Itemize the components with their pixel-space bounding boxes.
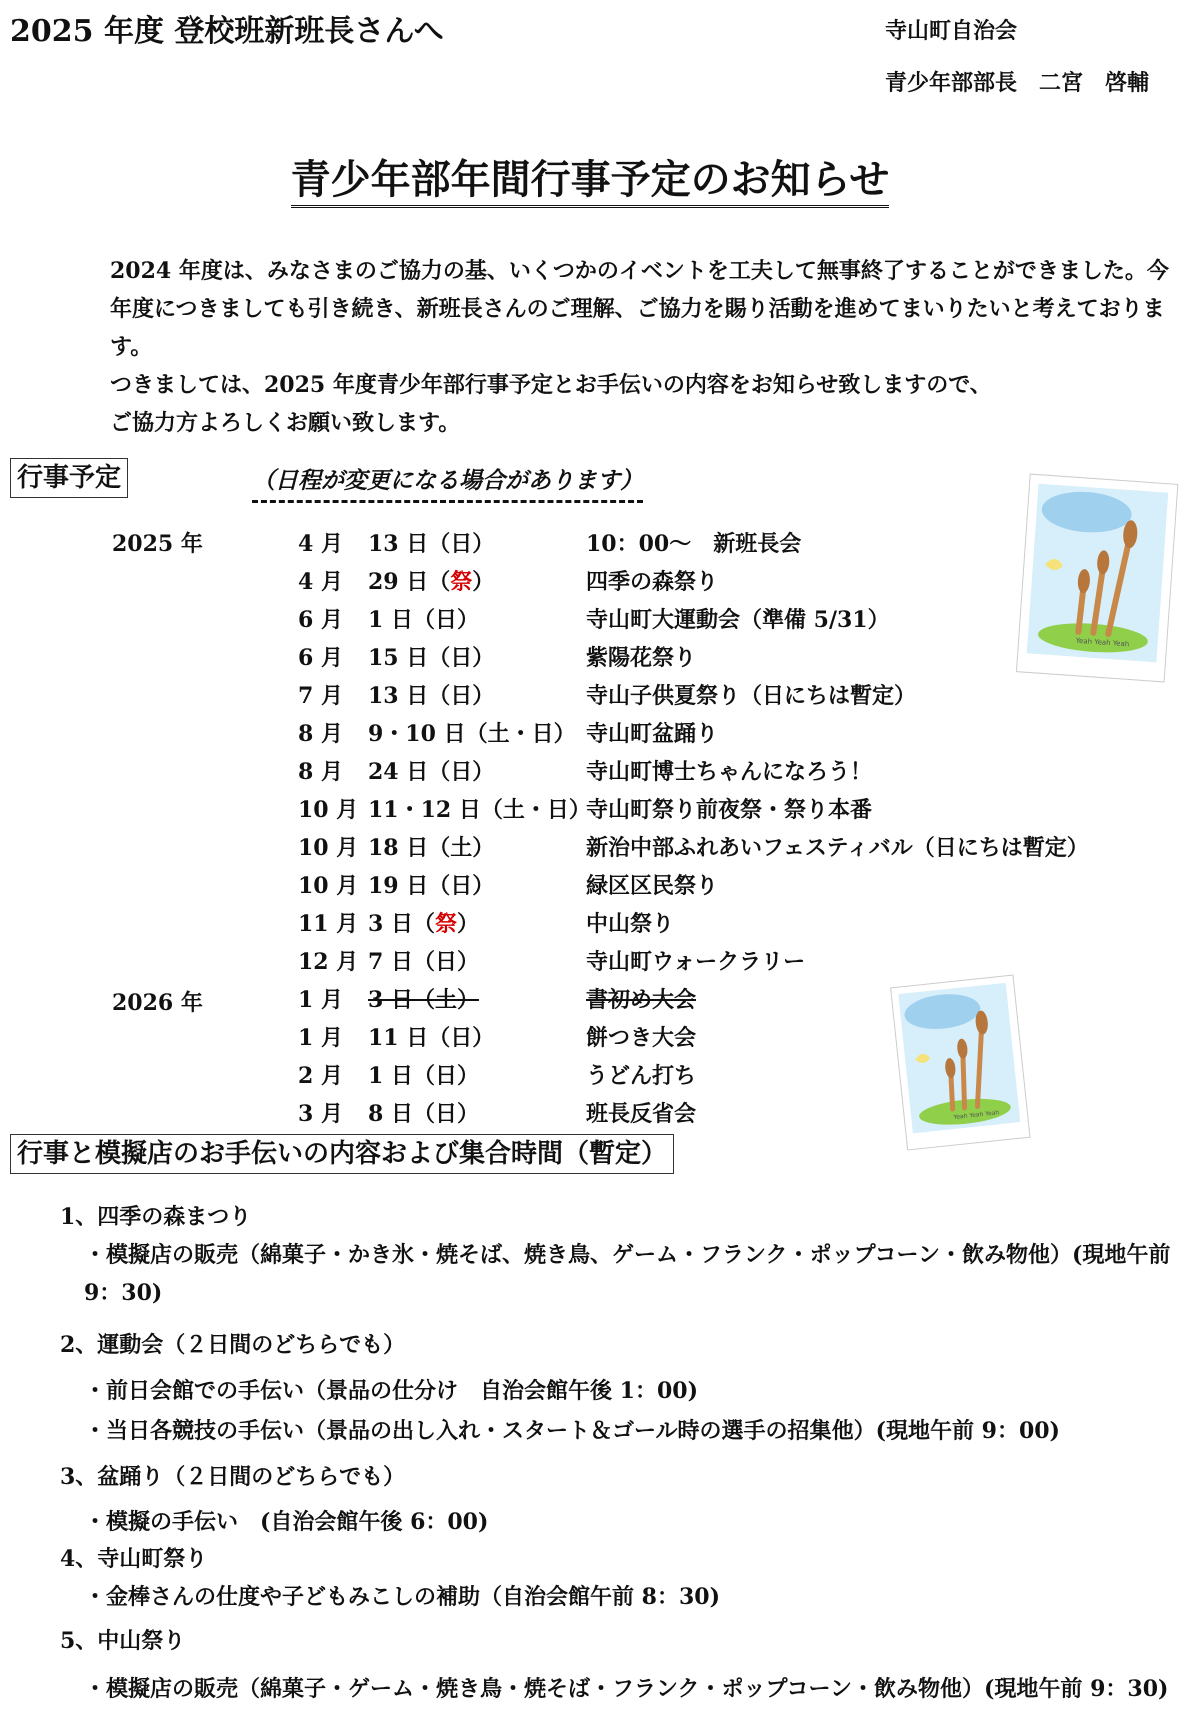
schedule-month: 10 月 <box>298 797 359 823</box>
schedule-weekday-close: ） <box>472 1025 495 1051</box>
schedule-event-8: 寺山町祭り前夜祭・祭り本番 <box>586 797 873 823</box>
schedule-weekday-close: ） <box>472 683 495 709</box>
schedule-month: 1 月 <box>298 987 343 1013</box>
duty-detail-2-2: ・当日各競技の手伝い（景品の出し入れ・スタート＆ゴール時の選手の招集他）(現地午前 9：00) <box>84 1418 1060 1444</box>
schedule-day: 1 日（ <box>368 607 435 633</box>
organization-name: 寺山町自治会 <box>885 18 1018 44</box>
schedule-weekday: 日 <box>434 607 457 633</box>
schedule-weekday-close: ） <box>472 835 495 861</box>
schedule-heading: 行事予定 <box>10 458 128 498</box>
schedule-weekday: 日 <box>434 1063 457 1089</box>
schedule-date-4 <box>298 641 494 672</box>
duty-detail-5-1: ・模擬店の販売（綿菓子・ゲーム・焼き鳥・焼そば・フランク・ポップコーン・飲み物他）(現地午前 9：30) <box>84 1676 1169 1702</box>
horsetail-illustration-top <box>1015 473 1179 683</box>
intro-line-1: 2024 年度は、みなさまのご協力の基、いくつかのイベントを工夫して無事終了することができました。今年度につきましても引き続き、新班長さんのご理解、ご協力を賜り活動を進めてまいりたいと考えております。 <box>110 258 1169 360</box>
schedule-event-11: 中山祭り <box>586 911 675 937</box>
schedule-date-2 <box>298 565 494 596</box>
schedule-weekday-close: ） <box>456 607 479 633</box>
schedule-month: 11 月 <box>298 911 359 937</box>
schedule-weekday-close: ） <box>553 721 576 747</box>
schedule-day: 8 日（ <box>368 1101 435 1127</box>
schedule-month: 8 月 <box>298 759 343 785</box>
schedule-date-5 <box>298 679 494 710</box>
schedule-day: 11・12 日（ <box>368 797 503 823</box>
schedule-event-12: 寺山町ウォークラリー <box>586 949 806 975</box>
schedule-event-7: 寺山町博士ちゃんになろう！ <box>586 759 873 785</box>
schedule-day: 19 日（ <box>368 873 451 899</box>
schedule-month: 4 月 <box>298 569 343 595</box>
main-title <box>0 148 1180 205</box>
schedule-month: 3 月 <box>298 1101 343 1127</box>
schedule-event-9: 新治中部ふれあいフェスティバル（日にちは暫定） <box>586 835 1089 861</box>
schedule-event-2: 四季の森祭り <box>586 569 719 595</box>
intro-paragraph <box>110 252 1190 442</box>
schedule-weekday-close: ） <box>472 531 495 557</box>
duties-heading: 行事と模擬店のお手伝いの内容および集合時間（暫定） <box>10 1134 674 1174</box>
schedule-day: 9・10 日（ <box>368 721 488 747</box>
schedule-date-3 <box>298 603 479 634</box>
schedule-day: 13 日（ <box>368 683 451 709</box>
duty-detail-4-1: ・金棒さんの仕度や子どもみこしの補助（自治会館午前 8：30) <box>84 1584 720 1610</box>
schedule-event-4: 紫陽花祭り <box>586 645 697 671</box>
duty-title-1: 1、四季の森まつり <box>60 1204 252 1230</box>
schedule-event-1: 10：00～ 新班長会 <box>586 531 802 557</box>
horsetail-card-top <box>1015 473 1179 687</box>
horsetail-illustration-bottom <box>890 974 1032 1151</box>
schedule-weekday-close: ） <box>456 911 479 937</box>
intro-line-3: ご協力方よろしくお願い致します。 <box>110 410 461 436</box>
schedule-month: 10 月 <box>298 835 359 861</box>
schedule-date-13 <box>298 983 479 1014</box>
schedule-event-16: 班長反省会 <box>586 1101 697 1127</box>
duty-detail-1-1: ・模擬店の販売（綿菓子・かき氷・焼そば、焼き鳥、ゲーム・フランク・ポップコーン・飲み物他）(現地午前 9：30) <box>84 1242 1171 1306</box>
schedule-day: 1 日（ <box>368 1063 435 1089</box>
main-title-text: 青少年部年間行事予定のお知らせ <box>291 156 890 208</box>
year-label-2026: 2026 年 <box>112 990 203 1016</box>
schedule-date-12 <box>298 945 479 976</box>
schedule-month: 6 月 <box>298 607 343 633</box>
schedule-date-14 <box>298 1021 494 1052</box>
schedule-weekday-close: ） <box>456 1063 479 1089</box>
schedule-weekday-close: ） <box>472 645 495 671</box>
schedule-note <box>252 462 643 495</box>
schedule-month: 12 月 <box>298 949 359 975</box>
schedule-event-14: 餅つき大会 <box>586 1025 697 1051</box>
schedule-day: 15 日（ <box>368 645 451 671</box>
schedule-weekday: 土 <box>434 987 457 1013</box>
schedule-day: 3 日（ <box>368 987 435 1013</box>
duty-title-2: 2、運動会（２日間のどちらでも） <box>60 1332 406 1358</box>
schedule-month: 6 月 <box>298 645 343 671</box>
duty-title-5: 5、中山祭り <box>60 1628 186 1654</box>
sign-text-bottom: Yeah Yeah Yeah <box>953 1109 1000 1122</box>
schedule-date-6 <box>298 717 576 748</box>
intro-line-2: つきましては、2025 年度青少年部行事予定とお手伝いの内容をお知らせ致しますので、 <box>110 372 992 398</box>
schedule-day: 3 日（ <box>368 911 435 937</box>
schedule-weekday-close: ） <box>456 1101 479 1127</box>
schedule-month: 10 月 <box>298 873 359 899</box>
schedule-event-6: 寺山町盆踊り <box>586 721 719 747</box>
schedule-weekday: 祭 <box>434 911 457 937</box>
horsetail-card-bottom <box>890 974 1032 1155</box>
schedule-date-8 <box>298 793 591 824</box>
schedule-day: 29 日（ <box>368 569 451 595</box>
schedule-day: 7 日（ <box>368 949 435 975</box>
author-name: 青少年部部長 二宮 啓輔 <box>885 70 1150 96</box>
schedule-event-13: 書初め大会 <box>586 987 697 1013</box>
schedule-month: 7 月 <box>298 683 343 709</box>
schedule-weekday-close: ） <box>472 873 495 899</box>
sign-text-top: Yeah Yeah Yeah <box>1075 636 1130 649</box>
schedule-event-5: 寺山子供夏祭り（日にちは暫定） <box>586 683 917 709</box>
schedule-event-3: 寺山町大運動会（準備 5/31） <box>586 607 890 633</box>
duty-title-4: 4、寺山町祭り <box>60 1546 208 1572</box>
duty-detail-2-1: ・前日会館での手伝い（景品の仕分け 自治会館午後 1：00) <box>84 1378 698 1404</box>
schedule-weekday-close: ） <box>456 949 479 975</box>
schedule-weekday: 土 <box>450 835 473 861</box>
schedule-weekday: 祭 <box>450 569 473 595</box>
schedule-weekday: 日 <box>434 949 457 975</box>
schedule-weekday-close: ） <box>568 797 591 823</box>
duty-title-3: 3、盆踊り（２日間のどちらでも） <box>60 1464 406 1490</box>
schedule-date-16 <box>298 1097 479 1128</box>
schedule-weekday: 日 <box>450 759 473 785</box>
schedule-weekday: 日 <box>450 531 473 557</box>
schedule-day: 13 日（ <box>368 531 451 557</box>
schedule-date-7 <box>298 755 494 786</box>
schedule-date-11 <box>298 907 479 938</box>
schedule-weekday: 日 <box>450 1025 473 1051</box>
schedule-month: 2 月 <box>298 1063 343 1089</box>
notice-heading: 2025 年度 登校班新班長さんへ <box>10 14 444 49</box>
schedule-day: 24 日（ <box>368 759 451 785</box>
duty-detail-3-1: ・模擬の手伝い (自治会館午後 6：00) <box>84 1509 489 1535</box>
schedule-event-10: 緑区区民祭り <box>586 873 719 899</box>
schedule-date-9 <box>298 831 494 862</box>
schedule-weekday: 土・日 <box>502 797 569 823</box>
schedule-weekday: 土・日 <box>487 721 554 747</box>
year-label-2025: 2025 年 <box>112 531 203 557</box>
schedule-weekday: 日 <box>450 645 473 671</box>
schedule-event-15: うどん打ち <box>586 1063 697 1089</box>
schedule-date-1 <box>298 527 494 558</box>
schedule-note-text: （日程が変更になる場合があります） <box>252 467 643 503</box>
schedule-month: 4 月 <box>298 531 343 557</box>
schedule-weekday-close: ） <box>472 569 495 595</box>
schedule-weekday: 日 <box>450 683 473 709</box>
schedule-day: 18 日（ <box>368 835 451 861</box>
schedule-day: 11 日（ <box>368 1025 451 1051</box>
schedule-date-15 <box>298 1059 479 1090</box>
schedule-weekday-close: ） <box>472 759 495 785</box>
schedule-weekday: 日 <box>434 1101 457 1127</box>
schedule-date-10 <box>298 869 494 900</box>
schedule-month: 1 月 <box>298 1025 343 1051</box>
schedule-weekday: 日 <box>450 873 473 899</box>
schedule-month: 8 月 <box>298 721 343 747</box>
schedule-weekday-close: ） <box>456 987 479 1013</box>
